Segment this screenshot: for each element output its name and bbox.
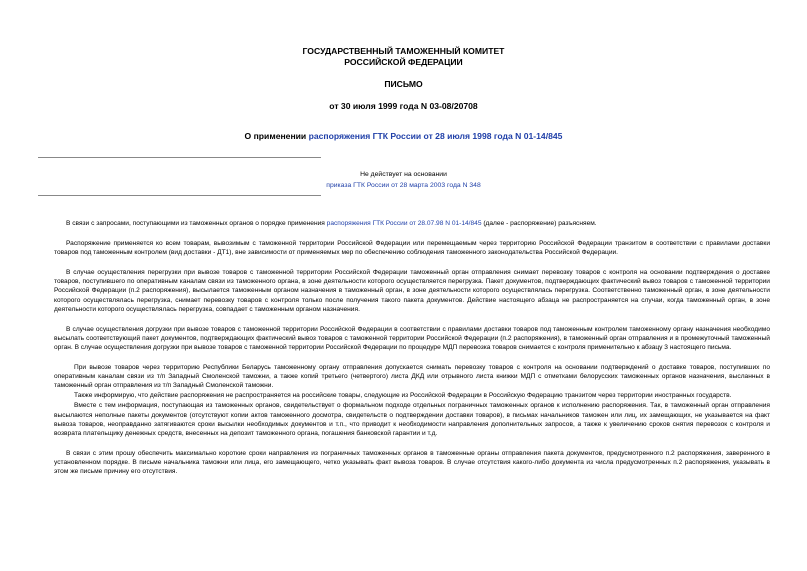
paragraph-5: При вывозе товаров через территорию Республики Беларусь таможенному органу отправления допускается снимать перевозку товаров с контроля на основании подтверждений о доставке товаров, поступивших по оперативным каналам связи из т/п Западный Смоленской таможни, а также копий третьего (четвертого) листа ДКД или отрывного листа книжки МДП с отметками белорусских таможенных органов назначения, высланных в таможенный орган отправления из т/п Западный Смоленской таможни. bbox=[54, 364, 770, 390]
document-type: ПИСЬМО bbox=[384, 79, 423, 89]
paragraph-8: В связи с этим прошу обеспечить максимально короткие сроки направления из пограничных таможенных органов в таможенные органы отправления пакета документов, предусмотренного п.2 распоряжения, заверенного в установленном порядке. В письме начальника таможни или лица, его замещающего, четко указывать факт вывоза товаров. В случае отсутствия какого-либо документа из числа предусмотренных п.2 распоряжения, указывать в этом же письме причину его отсутствия. bbox=[54, 449, 770, 475]
status-note-text: Не действует на основании bbox=[360, 171, 447, 178]
subject-prefix: О применении bbox=[244, 131, 309, 141]
paragraph-2: Распоряжение применяется ко всем товарам, вывозимым с таможенной территории Российской Федерации или перемещаемым через территорию Российской Федерации транзитом в соответствии с правилами доставки товаров под таможенным контролем (вид доставки - ДТ1), вне зависимости от применяемых мер по обеспечению соблюдения таможенного законодательства Российской Федерации. bbox=[54, 240, 770, 257]
paragraph-1: В связи с запросами, поступающими из таможенных органов о порядке применения распоряжения ГТК России от 28.07.98 N 01-14/845 (далее - распоряжение) разъясняем. bbox=[66, 220, 597, 227]
paragraph-3: В случае осуществления перегрузки при вывозе товаров с таможенной территории Российской Федерации таможенный орган отправления снимает перевозку товаров с контроля на основании подтверждения о доставке товаров, поступившего по оперативным каналам связи из таможенного органа, в зоне деятельности которого осуществляется перегрузка. Пакет документов, подтверждающих фактический вывоз товаров с таможенной территории Российской Федерации (п.2 распоряжения), высылается таможенным органом назначения в таможенный орган, в зоне деятельности которого осуществлялась перегрузка. Соответственно таможенный орган, в зоне деятельности которого осуществлялась перегрузка, снимает перевозку товаров с контроля только после получения такого пакета документов. Действие настоящего абзаца не распространяется на случаи, когда таможенный орган, в зоне деятельности которого осуществлялась перегрузка, совпадает с таможенным органом назначения. bbox=[54, 269, 770, 313]
divider-bottom bbox=[38, 195, 321, 196]
subject-order-link[interactable]: распоряжения ГТК России от 28 июля 1998 года N 01-14/845 bbox=[308, 131, 563, 141]
paragraph-4: В случае осуществления догрузки при вывозе товаров с таможенной территории Российской Федерации в соответствии с правилами доставки товаров под таможенным контролем таможенному органу назначения необходимо высылать соответствующий пакет документов, подтверждающих фактический вывоз товаров с таможенной территории Российской Федерации (п.2 распоряжения), в таможенный орган отправления и в промежуточный таможенный орган. В случае осуществления догрузки при вывозе товаров с таможенной территории Российской Федерации по процедуре МДП перевозка товаров снимается с контроля применительно к абзацу 3 настоящего письма. bbox=[54, 325, 770, 351]
paragraph-6: Также информирую, что действие распоряжения не распространяется на российские товары, следующие из Российской Федерации в Российскую Федерацию транзитом через территории иностранных государств. bbox=[74, 392, 732, 400]
status-note-link[interactable]: приказа ГТК России от 28 марта 2003 года N 348 bbox=[326, 182, 481, 189]
issuer-line-1: ГОСУДАРСТВЕННЫЙ ТАМОЖЕННЫЙ КОМИТЕТ bbox=[302, 46, 505, 56]
document-date-number: от 30 июля 1999 года N 03-08/20708 bbox=[329, 101, 478, 111]
letter-body bbox=[54, 219, 770, 487]
divider-top bbox=[38, 157, 321, 158]
status-note-line bbox=[0, 181, 807, 191]
paragraph-7: Вместе с тем информация, поступающая из таможенных органов, свидетельствует о формальном подходе отдельных пограничных таможенных органов к исполнению распоряжения. Так, в таможенный орган отправления высылаются неполные пакеты документов (отсутствуют копии актов таможенного досмотра, свидетельств о подтверждении доставки товаров), в письмах начальников таможен или лиц, их замещающих, не указывается на факт вывоза товаров, неоправданно затягиваются сроки высылки необходимых документов и т.п., что приводит к необходимости направления дополнительных запросов, а также к увеличению сроков снятия перевозок с контроля и возврата плательщику денежных средств, внесенных на депозит таможенного органа, погашения банковской гарантии и т.д. bbox=[54, 402, 770, 437]
body-order-link[interactable]: распоряжения ГТК России от 28.07.98 N 01-14/845 bbox=[326, 220, 482, 227]
issuer-line-2: РОССИЙСКОЙ ФЕДЕРАЦИИ bbox=[344, 57, 463, 67]
document-subject bbox=[0, 131, 807, 142]
